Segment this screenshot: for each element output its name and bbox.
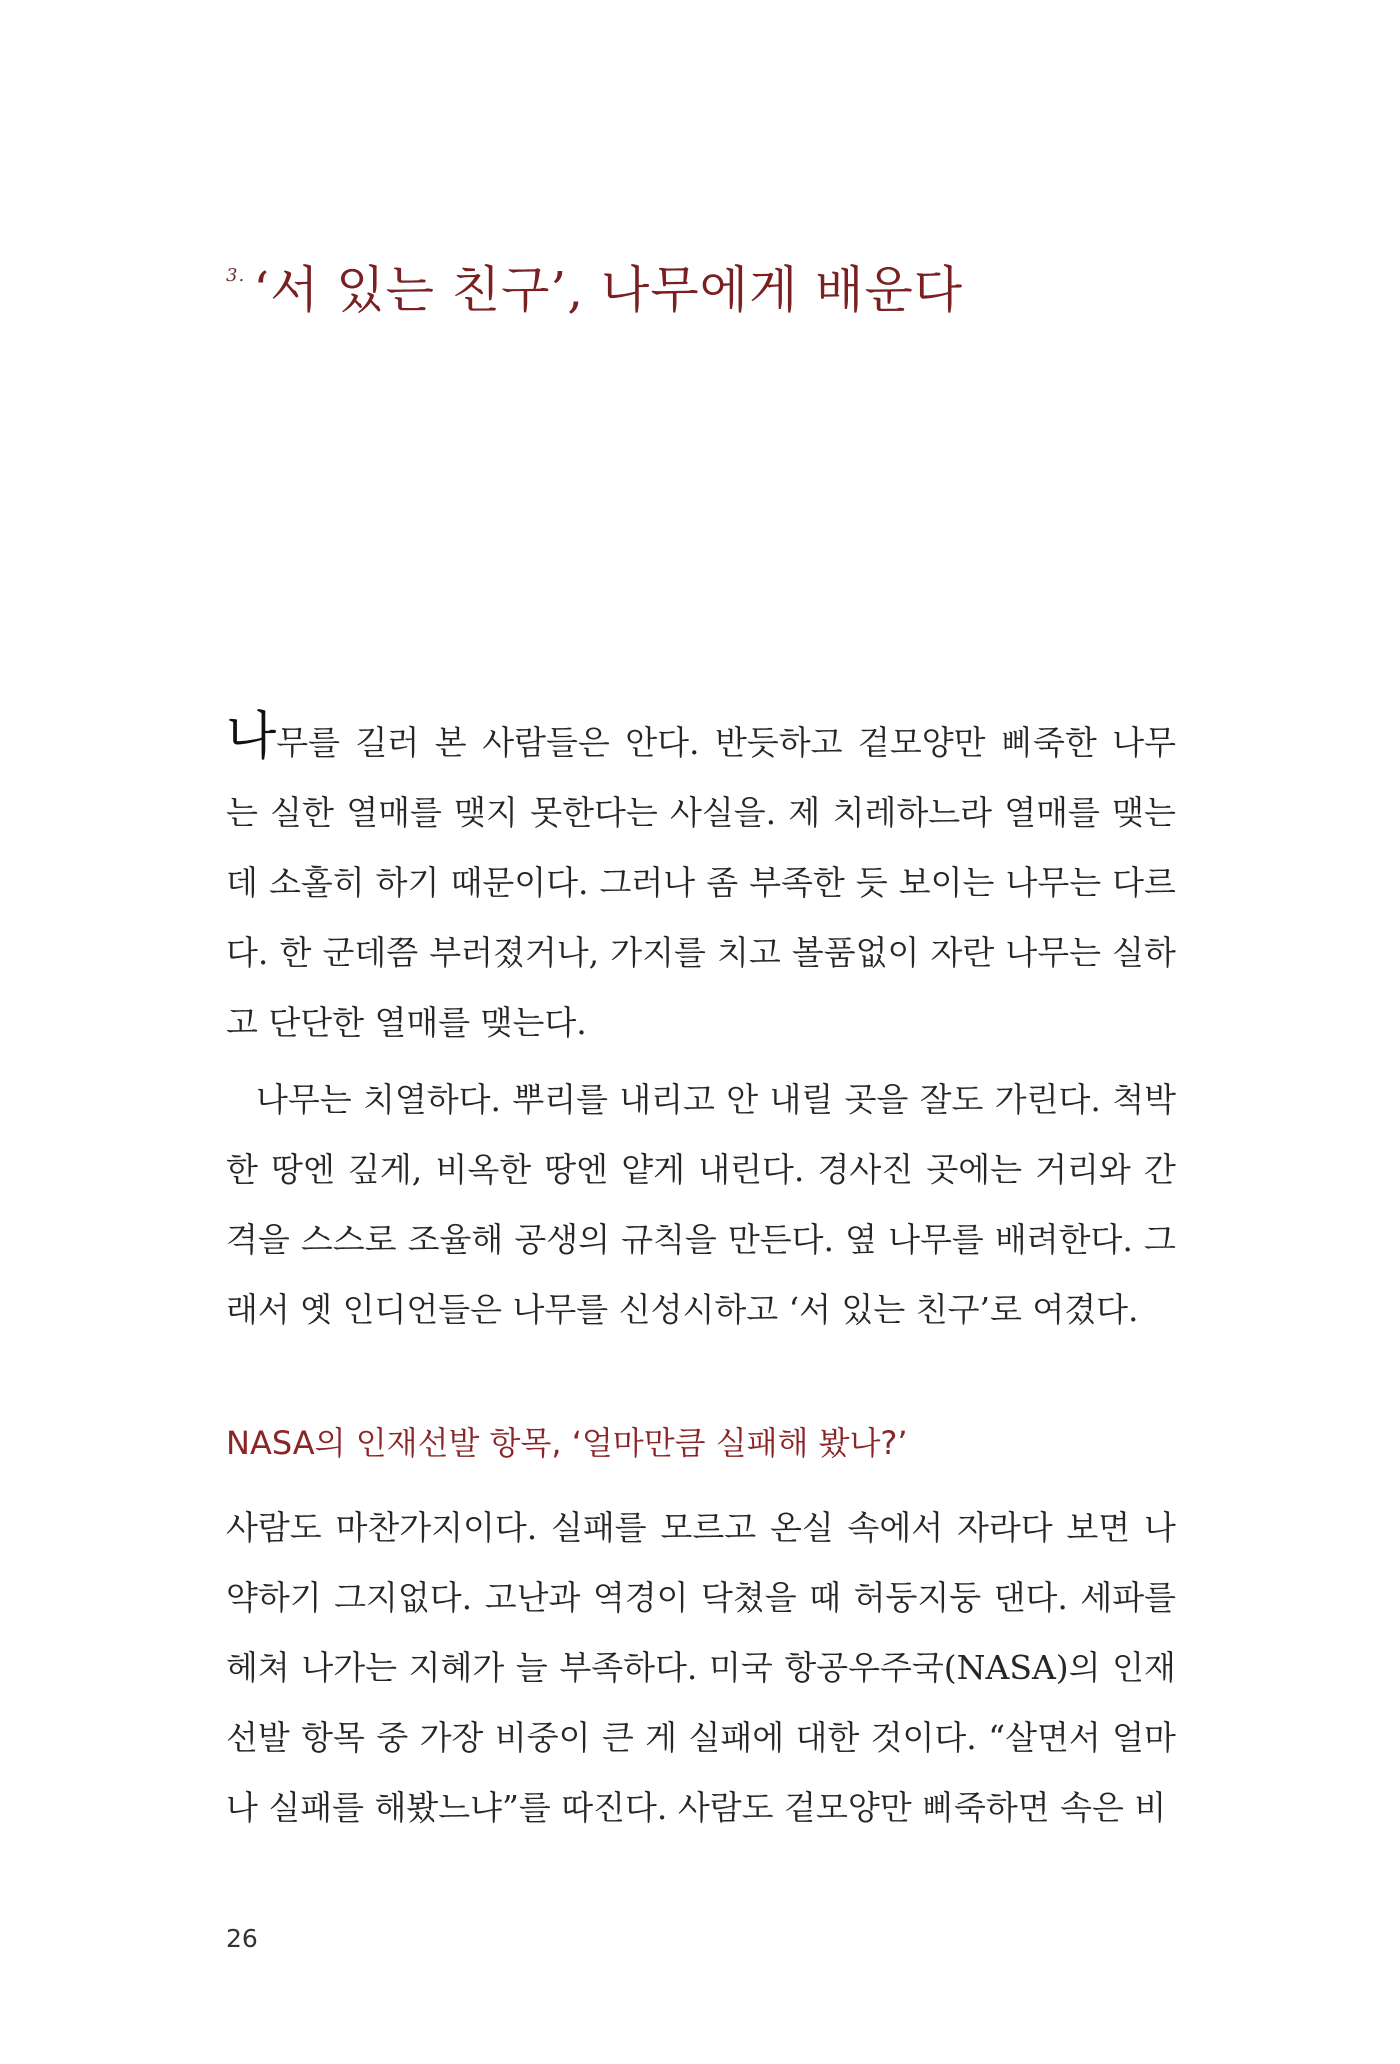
text-line: 한 땅엔 깊게, 비옥한 땅엔 얕게 내린다. 경사진 곳에는 거리와 간 bbox=[226, 1150, 1176, 1189]
text-line: 고 단단한 열매를 맺는다. bbox=[226, 1003, 587, 1042]
section-heading: NASA의 인재선발 항목, ‘얼마만큼 실패해 봤나?’ bbox=[226, 1424, 908, 1462]
text-line: 다. 한 군데쯤 부러졌거나, 가지를 치고 볼품없이 자란 나무는 실하 bbox=[226, 933, 1176, 972]
text-line: 헤쳐 나가는 지혜가 늘 부족하다. 미국 항공우주국(NASA)의 인재 bbox=[226, 1648, 1176, 1687]
text-line: 격을 스스로 조율해 공생의 규칙을 만든다. 옆 나무를 배려한다. 그 bbox=[226, 1220, 1176, 1259]
text-line: 나 실패를 해봤느냐”를 따진다. 사람도 겉모양만 삐죽하면 속은 비 bbox=[226, 1788, 1167, 1827]
drop-cap: 나 bbox=[226, 707, 277, 767]
chapter-title bbox=[226, 250, 963, 322]
paragraph-3 bbox=[226, 1493, 1176, 1843]
text-line: 데 소홀히 하기 때문이다. 그러나 좀 부족한 듯 보이는 나무는 다르 bbox=[226, 863, 1176, 902]
text-line: 나무는 치열하다. 뿌리를 내리고 안 내릴 곳을 잘도 가린다. 척박 bbox=[256, 1080, 1176, 1119]
text-line: 선발 항목 중 가장 비중이 큰 게 실패에 대한 것이다. “살면서 얼마 bbox=[226, 1718, 1176, 1757]
text-line: 사람도 마찬가지이다. 실패를 모르고 온실 속에서 자라다 보면 나 bbox=[226, 1508, 1176, 1547]
chapter-number: 3. bbox=[226, 265, 246, 286]
text-line: 는 실한 열매를 맺지 못한다는 사실을. 제 치레하느라 열매를 맺는 bbox=[226, 793, 1176, 832]
paragraph-2 bbox=[226, 1065, 1176, 1345]
paragraph-1 bbox=[226, 708, 1176, 1058]
text-line: 래서 옛 인디언들은 나무를 신성시하고 ‘서 있는 친구’로 여겼다. bbox=[226, 1290, 1139, 1329]
text-line: 나무를 길러 본 사람들은 안다. 반듯하고 겉모양만 삐죽한 나무 bbox=[226, 707, 1176, 767]
page-number: 26 bbox=[226, 1924, 258, 1953]
text-line: 약하기 그지없다. 고난과 역경이 닥쳤을 때 허둥지둥 댄다. 세파를 bbox=[226, 1578, 1176, 1617]
chapter-title-text: ‘서 있는 친구’, 나무에게 배운다 bbox=[253, 261, 964, 319]
